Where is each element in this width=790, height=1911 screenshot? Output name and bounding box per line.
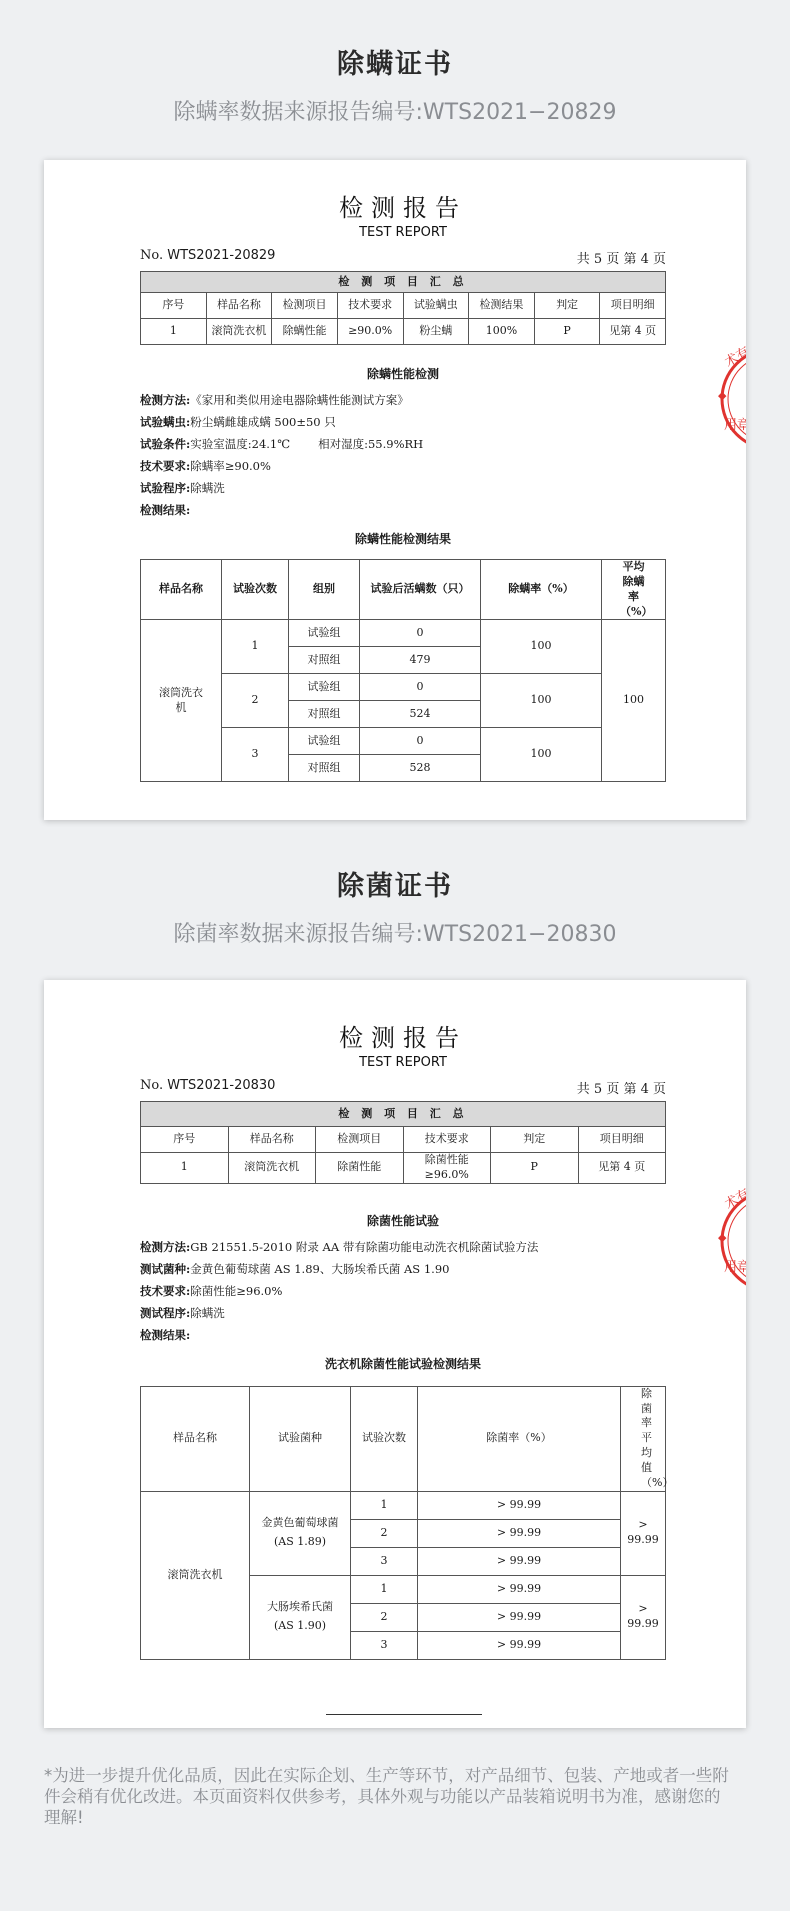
header-cell: 试验螨虫 <box>403 293 469 319</box>
section-subtitle: 除菌率数据来源报告编号:WTS2021−20830 <box>173 922 617 947</box>
count-cell: 0 <box>360 674 481 701</box>
header-cell: 检测项目 <box>272 293 338 319</box>
test-title: 除菌性能试验 <box>366 1213 439 1228</box>
strain-cell: 大肠埃希氏菌 (AS 1.90) <box>250 1575 351 1659</box>
header-cell: 试验次数 <box>351 1386 418 1491</box>
result-title: 洗衣机除菌性能试验检测结果 <box>324 1356 481 1371</box>
rate-cell: > 99.99 <box>418 1491 621 1519</box>
group-cell: 对照组 <box>289 647 360 674</box>
header-cell: 样品名称 <box>141 1386 250 1491</box>
test-title: 除螨性能检测 <box>366 367 439 381</box>
header-cell: 判定 <box>534 293 600 319</box>
info-line: 检测结果: <box>140 503 191 517</box>
average-rate-cell: > 99.99 <box>621 1575 666 1659</box>
bacteria-certificate-header <box>0 820 790 980</box>
summary-table <box>140 1101 666 1184</box>
report-title-en: TEST REPORT <box>359 1055 447 1070</box>
header-cell: 项目明细 <box>600 293 666 319</box>
trial-number-cell: 3 <box>222 728 289 782</box>
rate-cell: > 99.99 <box>418 1575 621 1603</box>
header-cell: 样品名称 <box>141 560 222 620</box>
rate-cell: > 99.99 <box>418 1603 621 1631</box>
cell: 滚筒洗衣机 <box>206 319 272 345</box>
report-number: WTS2021-20830 <box>167 1078 276 1093</box>
table-row <box>141 293 666 319</box>
cell: 滚筒洗衣机 <box>228 1153 316 1184</box>
svg-text:◆: ◆ <box>718 389 727 402</box>
rate-cell: > 99.99 <box>418 1631 621 1659</box>
report-title: 检测报告 <box>339 1024 467 1052</box>
trial-number-cell: 1 <box>351 1491 418 1519</box>
summary-title: 检 测 项 目 汇 总 <box>141 272 666 293</box>
table-row <box>141 1127 666 1153</box>
table-row <box>141 1153 666 1184</box>
cell: 100% <box>469 319 535 345</box>
info-line: 检测结果: <box>140 1327 191 1342</box>
section-title: 除螨证书 <box>337 49 453 80</box>
mite-test-report <box>44 160 753 820</box>
table-row <box>141 319 666 345</box>
cell: P <box>491 1153 579 1184</box>
sample-name-cell: 滚筒洗衣机 <box>141 1491 250 1659</box>
count-cell: 524 <box>360 701 481 728</box>
header-cell: 技术要求 <box>403 1127 491 1153</box>
info-line: 技术要求:除菌性能≥96.0% <box>140 1283 283 1298</box>
header-cell: 除螨率（%） <box>481 560 602 620</box>
group-cell: 对照组 <box>289 755 360 782</box>
group-cell: 试验组 <box>289 620 360 647</box>
cell: 除菌性能 <box>316 1153 404 1184</box>
header-cell: 技术要求 <box>337 293 403 319</box>
report-title: 检测报告 <box>339 194 467 222</box>
rate-cell: > 99.99 <box>418 1547 621 1575</box>
result-table <box>140 559 666 782</box>
result-table <box>140 1386 674 1660</box>
rate-cell: 100 <box>481 674 602 728</box>
footer-disclaimer: *为进一步提升优化品质，因此在实际企划、生产等环节，对产品细节、包装、产地或者一些附件会稍有优化改进。本页面资料仅供参考，具体外观与功能以产品装箱说明书为准，感谢您的理解! <box>44 1766 729 1827</box>
report-no-label: No. <box>140 1078 164 1093</box>
rate-cell: 100 <box>481 620 602 674</box>
trial-number-cell: 1 <box>222 620 289 674</box>
cell: 粉尘螨 <box>403 319 469 345</box>
info-line: 检测方法:GB 21551.5-2010 附录 AA 带有除菌功能电动洗衣机除菌试验方法 <box>140 1239 539 1254</box>
svg-text:◆: ◆ <box>718 1231 727 1244</box>
rate-cell: > 99.99 <box>418 1519 621 1547</box>
table-row <box>141 1491 666 1519</box>
cell: 1 <box>141 1153 229 1184</box>
average-rate-cell: > 99.99 <box>621 1491 666 1575</box>
header-cell: 样品名称 <box>206 293 272 319</box>
table-row <box>141 1386 666 1491</box>
average-rate-cell: 100 <box>602 620 666 782</box>
trial-number-cell: 2 <box>222 674 289 728</box>
report-pages: 共 5 页 第 4 页 <box>576 1082 666 1097</box>
report-number-line <box>140 248 666 267</box>
count-cell: 528 <box>360 755 481 782</box>
count-cell: 479 <box>360 647 481 674</box>
cell: 1 <box>141 319 207 345</box>
report-pages: 共 5 页 第 4 页 <box>576 252 666 267</box>
group-cell: 试验组 <box>289 728 360 755</box>
mite-certificate-header <box>0 0 790 160</box>
strain-cell: 金黄色葡萄球菌 (AS 1.89) <box>250 1491 351 1575</box>
header-cell: 检测项目 <box>316 1127 404 1153</box>
cell: P <box>534 319 600 345</box>
svg-text:用章: 用章 <box>724 418 751 433</box>
seal-stamp-icon <box>716 343 753 455</box>
section-title: 除菌证书 <box>337 871 453 902</box>
header-cell: 项目明细 <box>578 1127 666 1153</box>
report-no-label: No. <box>140 248 164 263</box>
header-cell: 平均除螨率（%） <box>602 560 666 620</box>
trial-number-cell: 2 <box>351 1603 418 1631</box>
trial-number-cell: 3 <box>351 1547 418 1575</box>
table-row <box>141 620 666 647</box>
header-cell: 组别 <box>289 560 360 620</box>
header-cell: 序号 <box>141 293 207 319</box>
svg-text:术有: 术有 <box>722 1186 753 1213</box>
header-cell: 序号 <box>141 1127 229 1153</box>
header-cell: 判定 <box>491 1127 579 1153</box>
header-cell: 样品名称 <box>228 1127 316 1153</box>
bacteria-test-report <box>44 980 753 1728</box>
header-cell: 除菌率平均值（%） <box>621 1386 666 1491</box>
table-row <box>141 560 666 620</box>
header-cell: 除菌率（%） <box>418 1386 621 1491</box>
svg-text:用章: 用章 <box>724 1260 751 1275</box>
signature-line <box>326 1714 482 1715</box>
header-cell: 检测结果 <box>469 293 535 319</box>
cell: 见第 4 页 <box>578 1153 666 1184</box>
trial-number-cell: 1 <box>351 1575 418 1603</box>
count-cell: 0 <box>360 620 481 647</box>
cell: 除菌性能≥96.0% <box>403 1153 491 1184</box>
cell: ≥90.0% <box>337 319 403 345</box>
header-cell: 试验后活螨数（只） <box>360 560 481 620</box>
group-cell: 试验组 <box>289 674 360 701</box>
header-cell: 试验次数 <box>222 560 289 620</box>
info-line: 技术要求:除螨率≥90.0% <box>140 459 271 473</box>
test-info <box>140 1239 666 1349</box>
result-title: 除螨性能检测结果 <box>354 532 451 546</box>
sample-name-cell: 滚筒洗衣机 <box>141 620 222 782</box>
header-cell: 试验菌种 <box>250 1386 351 1491</box>
trial-number-cell: 3 <box>351 1631 418 1659</box>
summary-table <box>140 271 666 345</box>
info-line: 试验螨虫:粉尘螨雌雄成螨 500±50 只 <box>140 415 336 429</box>
rate-cell: 100 <box>481 728 602 782</box>
count-cell: 0 <box>360 728 481 755</box>
summary-title: 检 测 项 目 汇 总 <box>141 1102 666 1127</box>
group-cell: 对照组 <box>289 701 360 728</box>
info-line: 测试程序:除螨洗 <box>140 1305 225 1320</box>
cell: 见第 4 页 <box>600 319 666 345</box>
info-line: 试验程序:除螨洗 <box>140 481 225 495</box>
section-subtitle: 除螨率数据来源报告编号:WTS2021−20829 <box>173 100 617 125</box>
report-number: WTS2021-20829 <box>167 248 276 263</box>
info-line: 试验条件:实验室温度:24.1℃ 相对湿度:55.9%RH <box>140 437 424 451</box>
info-line: 检测方法:《家用和类似用途电器除螨性能测试方案》 <box>140 393 409 407</box>
report-number-line <box>140 1078 666 1097</box>
trial-number-cell: 2 <box>351 1519 418 1547</box>
test-info <box>140 392 666 524</box>
svg-text:术有: 术有 <box>722 344 753 371</box>
cell: 除螨性能 <box>272 319 338 345</box>
info-line: 测试菌种:金黄色葡萄球菌 AS 1.89、大肠埃希氏菌 AS 1.90 <box>140 1261 450 1276</box>
report-title-en: TEST REPORT <box>359 225 447 240</box>
seal-stamp-icon <box>716 1185 753 1297</box>
